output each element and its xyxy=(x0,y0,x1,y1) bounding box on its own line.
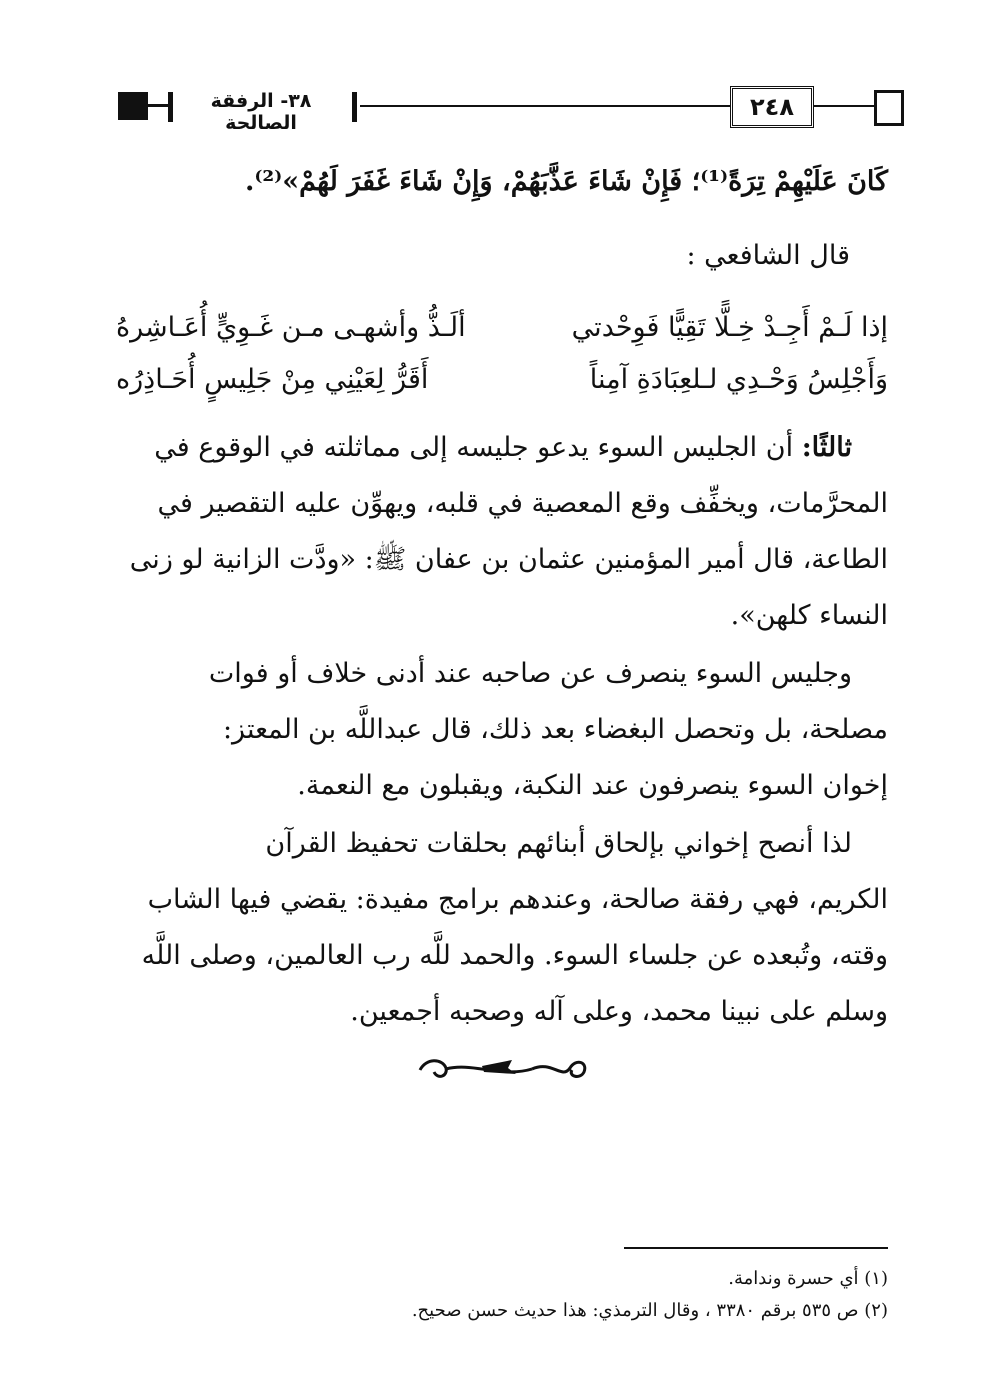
paragraph-bad-companion xyxy=(118,646,888,814)
paragraph-third-point xyxy=(118,420,888,644)
paragraph-line: ثالثًا: أن الجليس السوء يدعو جليسه إلى مماثلته في الوقوع في xyxy=(154,432,852,463)
header-separator-bar xyxy=(352,92,357,122)
paragraph-line: مصلحة، بل وتحصل البغضاء بعد ذلك، قال عبداللَّه بن المعتز: xyxy=(222,714,888,745)
footnote-1: (١) أي حسرة وندامة. xyxy=(728,1268,888,1289)
footnote-separator xyxy=(624,1247,888,1249)
header-separator-bar xyxy=(168,92,173,122)
quote-intro: قال الشافعي : xyxy=(686,240,850,271)
paragraph-line: إخوان السوء ينصرفون عند النكبة، ويقبلون مع النعمة. xyxy=(297,770,888,801)
header-rule-right xyxy=(814,105,874,107)
footnote-2: (٢) ص ٥٣٥ برقم ٣٣٨٠ ، وقال الترمذي: هذا حديث حسن صحيح. xyxy=(411,1300,888,1321)
poem-verse-1-first-hemistich: إذا لَـمْ أَجِـدْ خِـلًّا تَقِيًّا فَوِحْدتي xyxy=(571,312,888,343)
decorative-flourish-icon xyxy=(412,1052,592,1086)
paragraph-line: وجليس السوء ينصرف عن صاحبه عند أدنى خلاف أو فوات xyxy=(208,658,852,689)
header-corner-box xyxy=(874,90,904,126)
poem-verse-2-first-hemistich: وَأَجْلِسُ وَحْـدِي لـلعِبَادَةِ آمِناً xyxy=(589,364,888,395)
paragraph-line: وسلم على نبينا محمد، وعلى آله وصحبه أجمعين. xyxy=(350,996,888,1027)
paragraph-line: الكريم، فهي رفقة صالحة، وعندهم برامج مفيدة: يقضي فيها الشاب xyxy=(147,884,888,915)
poem-verse-2-second-hemistich: أَقَرُّ لِعَيْنِي مِنْ جَلِيسٍ أُحَـاذِرُه xyxy=(116,364,429,395)
header-black-block xyxy=(118,92,148,120)
header-rule-left xyxy=(148,104,168,107)
paragraph-line: الطاعة، قال أمير المؤمنين عثمان بن عفان ﷺ: «ودَّت الزانية لو زنى xyxy=(129,544,888,575)
page-number: ٢٤٨ xyxy=(730,86,814,128)
paragraph-advice xyxy=(118,816,888,1040)
paragraph-line: المحرَّمات، ويخفِّف وقع المعصية في قلبه، ويهوِّن عليه التقصير في xyxy=(157,488,888,519)
paragraph-line: النساء كلهن». xyxy=(730,600,888,631)
paragraph-line: لذا أنصح إخواني بإلحاق أبنائهم بحلقات تحفيظ القرآن xyxy=(265,828,852,859)
opening-hadith-line: كَانَ عَلَيْهِمْ تِرَةً⁽¹⁾؛ فَإِنْ شَاءَ عَذَّبَهُمْ، وَإِنْ شَاءَ غَفَرَ لَهُمْ»⁽²⁾. xyxy=(244,166,888,197)
poem-verse-1-second-hemistich: ألَـذُّ وأشهـى مـن غَـوِيٍّ أُعَـاشِرهُ xyxy=(116,312,466,343)
paragraph-line: وقته، وتُبعده عن جلساء السوء. والحمد للَّه رب العالمين، وصلى اللَّه xyxy=(141,940,888,971)
running-header xyxy=(112,84,892,134)
chapter-title: ٣٨- الرفقة الصالحة xyxy=(210,90,312,134)
point-label: ثالثًا: xyxy=(801,432,852,463)
header-rule-middle xyxy=(360,105,730,107)
